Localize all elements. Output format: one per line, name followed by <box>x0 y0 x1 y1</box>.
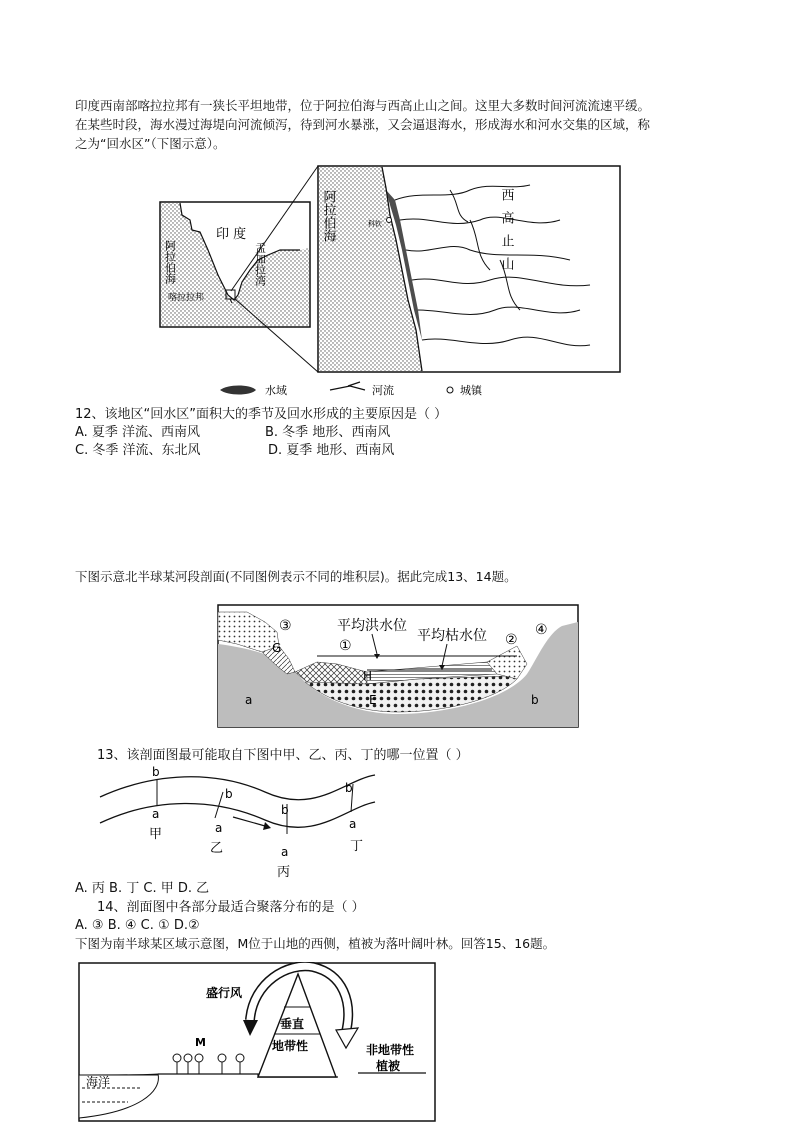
yi-a: a <box>215 821 223 835</box>
label-dry-level: 平均枯水位 <box>417 628 487 644</box>
yi-b: b <box>225 787 233 801</box>
legend-water-icon <box>220 386 256 395</box>
label-bing: 丙 <box>277 865 291 880</box>
label-1: ① <box>339 638 352 654</box>
intro-2: 下图示意北半球某河段剖面(不同图例表示不同的堆积层)。据此完成13、14题。 <box>75 569 517 584</box>
bing-b: b <box>281 803 289 817</box>
label-wind: 盛行风 <box>206 986 243 1000</box>
q12-option-a[interactable]: A. 夏季 洋流、西南风 <box>75 425 201 440</box>
label-M: M <box>195 1036 206 1049</box>
label-flood-level: 平均洪水位 <box>337 618 407 634</box>
label-2: ② <box>505 632 518 648</box>
label-4: ④ <box>535 622 548 638</box>
label-ding: 丁 <box>350 839 364 854</box>
label-arabian-sea-right: 阿拉伯海 <box>320 190 336 242</box>
label-ocean: 海洋 <box>86 1075 111 1089</box>
river-cross-section <box>217 604 579 728</box>
intro-3: 下图为南半球某区域示意图，M位于山地的西侧，植被为落叶阔叶林。回答15、16题。 <box>75 936 556 951</box>
q13-stem: 13、该剖面图最可能取自下图中甲、乙、丙、丁的哪一位置（ ） <box>97 748 469 763</box>
intro-line-1: 印度西南部喀拉拉邦有一狭长平坦地带，位于阿拉伯海与西高止山之间。这里大多数时间河流流速平缓。 <box>75 98 651 113</box>
q12-option-b[interactable]: B. 冬季 地形、西南风 <box>265 425 391 440</box>
label-jia: 甲 <box>149 827 163 842</box>
label-kochi: 科钦 <box>368 220 382 228</box>
label-yi: 乙 <box>210 841 224 856</box>
label-E: E <box>369 693 377 707</box>
kerala-backwater-map <box>150 160 630 405</box>
label-nonzonal-1: 非地带性 <box>366 1043 415 1057</box>
mountain-diagram <box>78 962 436 1122</box>
legend-town-label: 城镇 <box>460 384 482 397</box>
q13-options[interactable]: A. 丙 B. 丁 C. 甲 D. 乙 <box>75 881 210 896</box>
ding-b: b <box>345 781 353 795</box>
label-india: 印 度 <box>216 227 247 242</box>
label-bay-bengal: 孟加拉湾 <box>253 242 267 286</box>
legend-town-icon <box>447 387 453 393</box>
legend-water-label: 水域 <box>265 384 287 397</box>
q14-options[interactable]: A. ③ B. ④ C. ① D.② <box>75 918 200 933</box>
label-vertical-2: 地带性 <box>272 1039 309 1053</box>
intro-line-2: 在某些时段，海水漫过海堤向河流倾泻，待到河水暴涨，又会逼退海水，形成海水和河水交集的区域，称 <box>75 117 651 132</box>
legend-river-label: 河流 <box>372 384 394 397</box>
intro-line-3: 之为“回水区”（下图示意）。 <box>75 136 226 151</box>
jia-a: a <box>152 807 160 821</box>
label-vertical-1: 垂直 <box>280 1017 305 1031</box>
q14-stem: 14、剖面图中各部分最适合聚落分布的是（ ） <box>97 900 365 915</box>
label-a: a <box>245 693 253 707</box>
label-kerala: 喀拉拉邦 <box>168 293 205 303</box>
legend-river-icon <box>330 382 365 390</box>
label-b: b <box>531 693 539 707</box>
label-G: G <box>272 641 282 655</box>
label-H: H <box>363 669 373 683</box>
label-arabian-sea-left: 阿拉伯海 <box>163 240 177 284</box>
ding-a: a <box>349 817 357 831</box>
q12-option-c[interactable]: C. 冬季 洋流、东北风 <box>75 443 201 458</box>
bing-a: a <box>281 845 289 859</box>
label-western-ghats: 西高止山 <box>498 188 514 280</box>
jia-b: b <box>152 765 160 779</box>
river-plan-view <box>95 760 385 882</box>
label-nonzonal-2: 植被 <box>376 1059 401 1073</box>
label-3: ③ <box>279 618 292 634</box>
q12-stem: 12、该地区“回水区”面积大的季节及回水形成的主要原因是（ ） <box>75 407 448 422</box>
q12-option-d[interactable]: D. 夏季 地形、西南风 <box>268 443 395 458</box>
